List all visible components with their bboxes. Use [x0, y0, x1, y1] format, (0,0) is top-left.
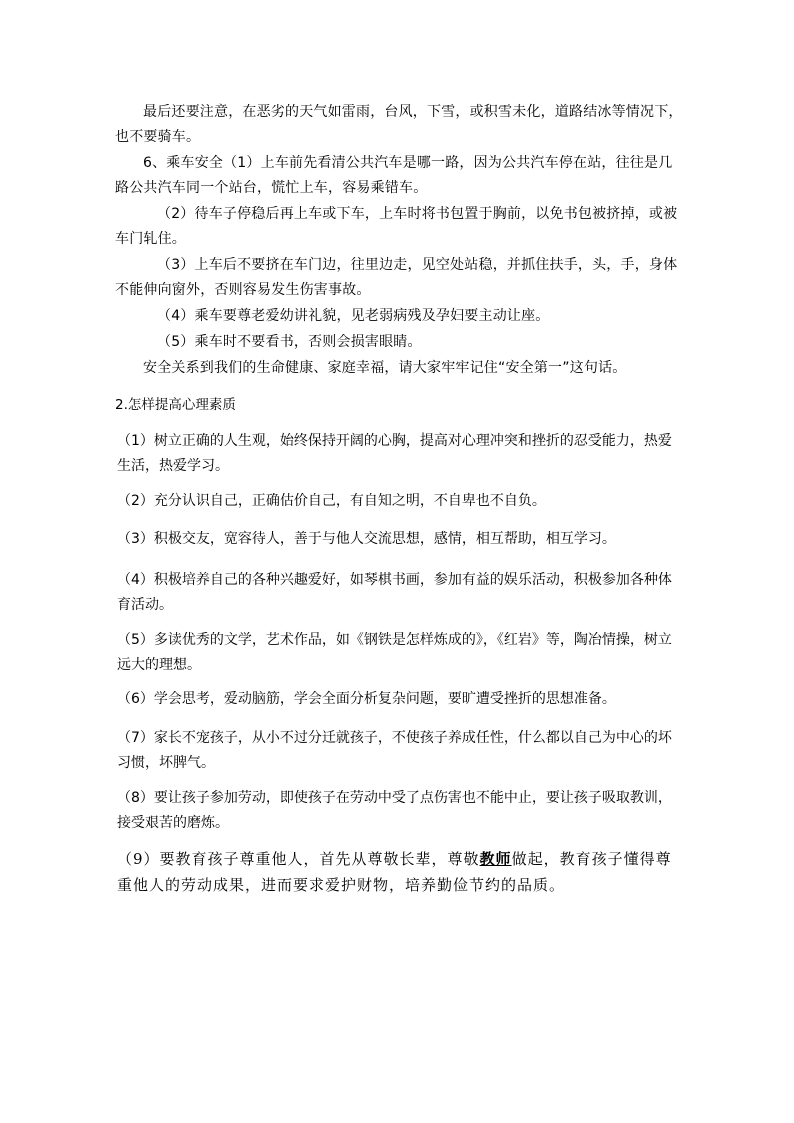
list-item: （8）要让孩子参加劳动，即使孩子在劳动中受了点伤害也不能中止，要让孩子吸取教训，接受艰苦的磨炼。	[117, 790, 672, 831]
paragraph-weather: 最后还要注意，在恶劣的天气如雷雨，台风，下雪，或积雪未化，道路结冰等情况下，也不要骑车。	[115, 104, 683, 145]
list-item-last-end: 做起，教育孩子懂得尊重他人的劳动成果，进而要求爱护财物，培养勤俭节约的品质。	[117, 850, 672, 894]
paragraph-bus-safety-1: 6、乘车安全（1）上车前先看清公共汽车是哪一路，因为公共汽车停在站，往往是几路公共汽车同一个站台，慌忙上车，容易乘错车。	[115, 155, 673, 196]
paragraph-safety-summary: 安全关系到我们的生命健康、家庭幸福，请大家牢牢记住“安全第一”这句话。	[143, 360, 627, 376]
list-item: （3）积极交友，宽容待人，善于与他人交流思想，感情，相互帮助，相互学习。	[117, 531, 616, 547]
list-item: （1）树立正确的人生观，始终保持开阔的心胸，提高对心理冲突和挫折的忍受能力，热爱生活，热爱学习。	[117, 433, 672, 474]
paragraph-bus-safety-2: （2）待车子停稳后再上车或下车，上车时将书包置于胸前，以免书包被挤掉，或被车门轧住。	[115, 206, 678, 247]
section-heading: 2.怎样提高心理素质	[115, 397, 236, 413]
list-item: （5）多读优秀的文学，艺术作品，如《钢铁是怎样炼成的》，《红岩》等，陶冶情操，树立远大的理想。	[117, 632, 672, 673]
paragraph-bus-safety-5: （5）乘车时不要看书，否则会损害眼睛。	[157, 334, 422, 350]
list-item-last-start: （9）要教育孩子尊重他人，首先从尊敬长辈，尊敬	[117, 850, 480, 868]
bold-word-teacher: 教师	[479, 850, 512, 868]
paragraph-bus-safety-3: （3）上车后不要挤在车门边，往里边走，见空处站稳，并抓住扶手，头，手，身体不能伸向窗外，否则容易发生伤害事故。	[115, 257, 678, 298]
paragraph-bus-safety-4: （4）乘车要尊老爱幼讲礼貌，见老弱病残及孕妇要主动让座。	[157, 308, 550, 324]
list-item: （4）积极培养自己的各种兴趣爱好，如琴棋书画，参加有益的娱乐活动，积极参加各种体育活动。	[117, 572, 672, 613]
list-item: （2）充分认识自己，正确估价自己，有自知之明，不自卑也不自负。	[117, 493, 546, 509]
list-item: （6）学会思考，爱动脑筋，学会全面分析复杂问题，要旷遭受挫折的思想准备。	[117, 691, 616, 707]
list-item-last	[117, 846, 685, 898]
safety-section	[115, 100, 685, 381]
list-item: （7）家长不宠孩子，从小不过分迁就孩子，不使孩子养成任性，什么都以自己为中心的坏习惯，坏脾气。	[117, 730, 672, 771]
